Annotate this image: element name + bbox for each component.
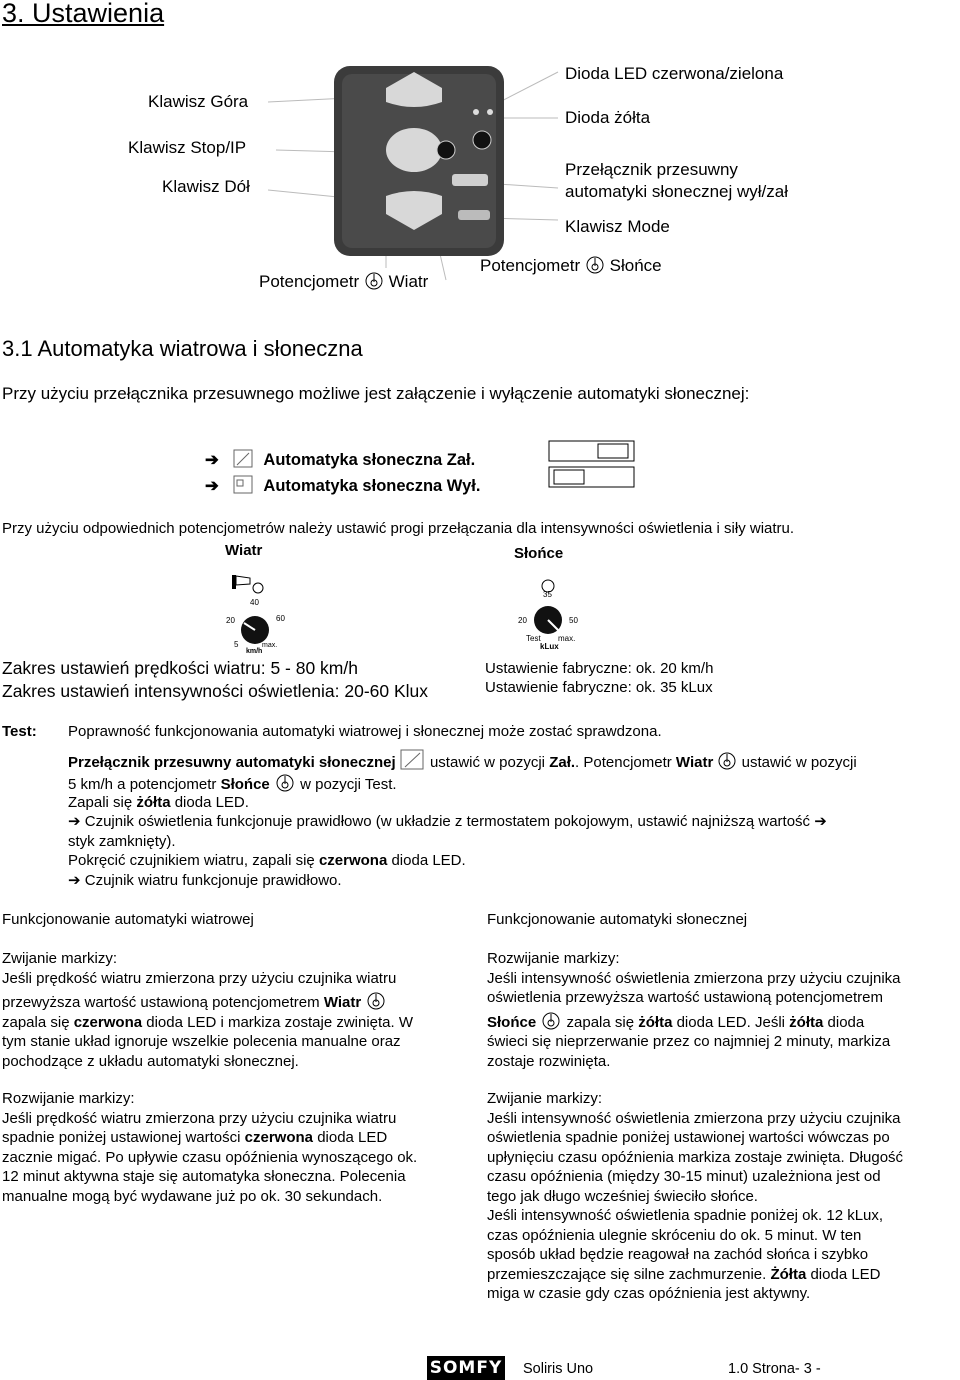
wind-label: Wiatr (225, 542, 263, 559)
label-slide-switch-2: automatyki słonecznej wył/zał (565, 182, 788, 201)
test-label: Test: (2, 723, 37, 740)
pot-wind-caption: Potencjometr Wiatr (259, 272, 429, 291)
slide-switch-diagram (548, 440, 636, 490)
wind-tick-20: 20 (226, 616, 235, 625)
right-col-title: Funkcjonowanie automatyki słonecznej (487, 911, 748, 928)
factory-wind: Ustawienie fabryczne: ok. 20 km/h (485, 660, 714, 677)
label-slide-switch: Przełącznik przesuwny (565, 160, 738, 179)
footer-product: Soliris Uno (523, 1361, 594, 1377)
sun-tick-50: 50 (569, 616, 578, 625)
arrow-icon: ➔ (205, 451, 219, 469)
wind-knob-icon (717, 751, 737, 771)
sun-unit: kLux (540, 642, 559, 651)
label-led-red-green: Dioda LED czerwona/zielona (565, 64, 784, 83)
sun-auto-on-icon (400, 749, 426, 771)
test-line-2: Przełącznik przesuwny automatyki słonecznej ustawić w pozycji Zał.. Potencjometr Wiatr ustawić w pozycji (68, 749, 857, 773)
test-line-3: 5 km/h a potencjometr Słońce w pozycji Test. (68, 773, 397, 795)
label-led-yellow: Dioda żółta (565, 108, 651, 127)
wind-tick-max: max. (262, 642, 278, 649)
sun-label: Słońce (514, 545, 564, 562)
left-col-section-1: Zwijanie markizy: Jeśli prędkość wiatru zmierzona przy użyciu czujnika wiatru przewyższa wartość ustawioną potencjometrem Wiatr zapala się czerwona dioda LED i markiza zostaje zwinięta. W tym stanie układ ignoruje wszelkie polecenia manualne oraz pochodzące z układu automatyki słonecznej. (2, 950, 414, 1070)
test-line-1: Poprawność funkcjonowania automatyki wiatrowej i słonecznej może zostać sprawdzona. (68, 723, 662, 740)
sun-knob-icon (540, 1011, 562, 1031)
test-line-4: Zapali się żółta dioda LED. (68, 794, 249, 811)
test-line-6: styk zamknięty). (68, 833, 176, 850)
sun-knob-icon (274, 773, 296, 793)
range-wind: Zakres ustawień prędkości wiatru: 5 - 80 km/h (2, 658, 358, 678)
factory-sun: Ustawienie fabryczne: ok. 35 kLux (485, 679, 713, 696)
sun-tick-test: Test (526, 634, 541, 643)
test-line-7: Pokręcić czujnikiem wiatru, zapali się czerwona dioda LED. (68, 852, 466, 869)
right-col-section-2: Zwijanie markizy: Jeśli intensywność oświetlenia zmierzona przy użyciu czujnika oświetlenia spadnie poniżej ustawionej wartości wówczas po upłynięciu czasu opóźnienia markiza zostaje zwinięta. Długość czasu opóźnienia (między 30-15 minut) uzależniona jest od tego jak długo wcześniej świeciło słońce. Jeśli intensywność oświetlenia spadnie poniżej ok. 12 kLux, czas opóźnienia ulegnie skróceniu do ok. 5 minut. W ten sposób układ będzie reagował na zachód słońca i szybko przemieszczające się silne zachmurzenie. Żółta dioda LED miga w czasie gdy czas opóźnienia jest aktywny. (487, 1090, 904, 1302)
arrow-icon: ➔ (68, 872, 81, 889)
sun-auto-on-icon (233, 449, 255, 469)
key-stop (386, 128, 442, 172)
test-line-8: ➔ Czujnik wiatru funkcjonuje prawidłowo. (68, 872, 342, 889)
wind-tick-40: 40 (250, 598, 259, 607)
label-key-down: Klawisz Dół (162, 177, 250, 196)
arrow-icon: ➔ (814, 813, 827, 830)
section-intro: Przy użyciu przełącznika przesuwnego możliwe jest załączenie i wyłączenie automatyki słonecznej: (2, 384, 750, 403)
wind-knob-icon (365, 991, 387, 1011)
arrow-icon: ➔ (68, 813, 81, 830)
sun-auto-off-icon (233, 475, 255, 495)
wind-unit: km/h (246, 648, 263, 655)
pot-sun-caption: Potencjometr Słońce (480, 256, 662, 275)
page-title: 3. Ustawienia (2, 0, 165, 28)
label-mode-key: Klawisz Mode (565, 217, 670, 236)
sun-tick-35: 35 (543, 590, 552, 599)
label-key-up: Klawisz Góra (148, 92, 249, 111)
arrow-icon: ➔ (205, 477, 219, 495)
wind-knob-icon (364, 271, 384, 291)
label-key-stop: Klawisz Stop/IP (128, 138, 247, 157)
wind-tick-60: 60 (276, 614, 285, 623)
section-title: 3.1 Automatyka wiatrowa i słoneczna (2, 336, 363, 361)
range-sun: Zakres ustawień intensywności oświetlenia: 20-60 Klux (2, 681, 429, 701)
option-sun-on: ➔ Automatyka słoneczna Zał. (205, 451, 476, 469)
pot-intro: Przy użyciu odpowiednich potencjometrów należy ustawić progi przełączania dla intensywności oświetlenia i siły wiatru. (2, 520, 795, 537)
wind-tick-5: 5 (234, 640, 239, 649)
left-col-section-2: Rozwijanie markizy: Jeśli prędkość wiatru zmierzona przy użyciu czujnika wiatru spadnie poniżej ustawionej wartości czerwona dioda LED zacznie migać. Po upływie czasu opóźnienia wynoszącego ok. 12 minut aktywna staje się automatyka słoneczna. Polecenia manualne mogą być wydawane już po ok. 30 sekundach. (2, 1090, 418, 1205)
right-col-section-1: Rozwijanie markizy: Jeśli intensywność oświetlenia zmierzona przy użyciu czujnika oświetlenia przewyższa wartość ustawioną potencjometrem Słońce zapala się żółta dioda LED. Jeśli żółta dioda świeci się nieprzerwanie przez co najmniej 2 minuty, markiza zostaje rozwinięta. (487, 950, 901, 1070)
footer-page: 1.0 Strona- 3 - (728, 1361, 821, 1377)
sun-tick-20: 20 (518, 616, 527, 625)
test-line-5: ➔ Czujnik oświetlenia funkcjonuje prawidłowo (w układzie z termostatem pokojowym, ustawić najniższą wartość ➔ (68, 813, 827, 830)
left-col-title: Funkcjonowanie automatyki wiatrowej (2, 911, 254, 928)
option-sun-off: ➔ Automatyka słoneczna Wył. (205, 477, 481, 495)
sun-knob-icon (585, 255, 605, 275)
footer-logo: SOMFY (427, 1356, 505, 1380)
sun-tick-max: max. (558, 634, 576, 643)
